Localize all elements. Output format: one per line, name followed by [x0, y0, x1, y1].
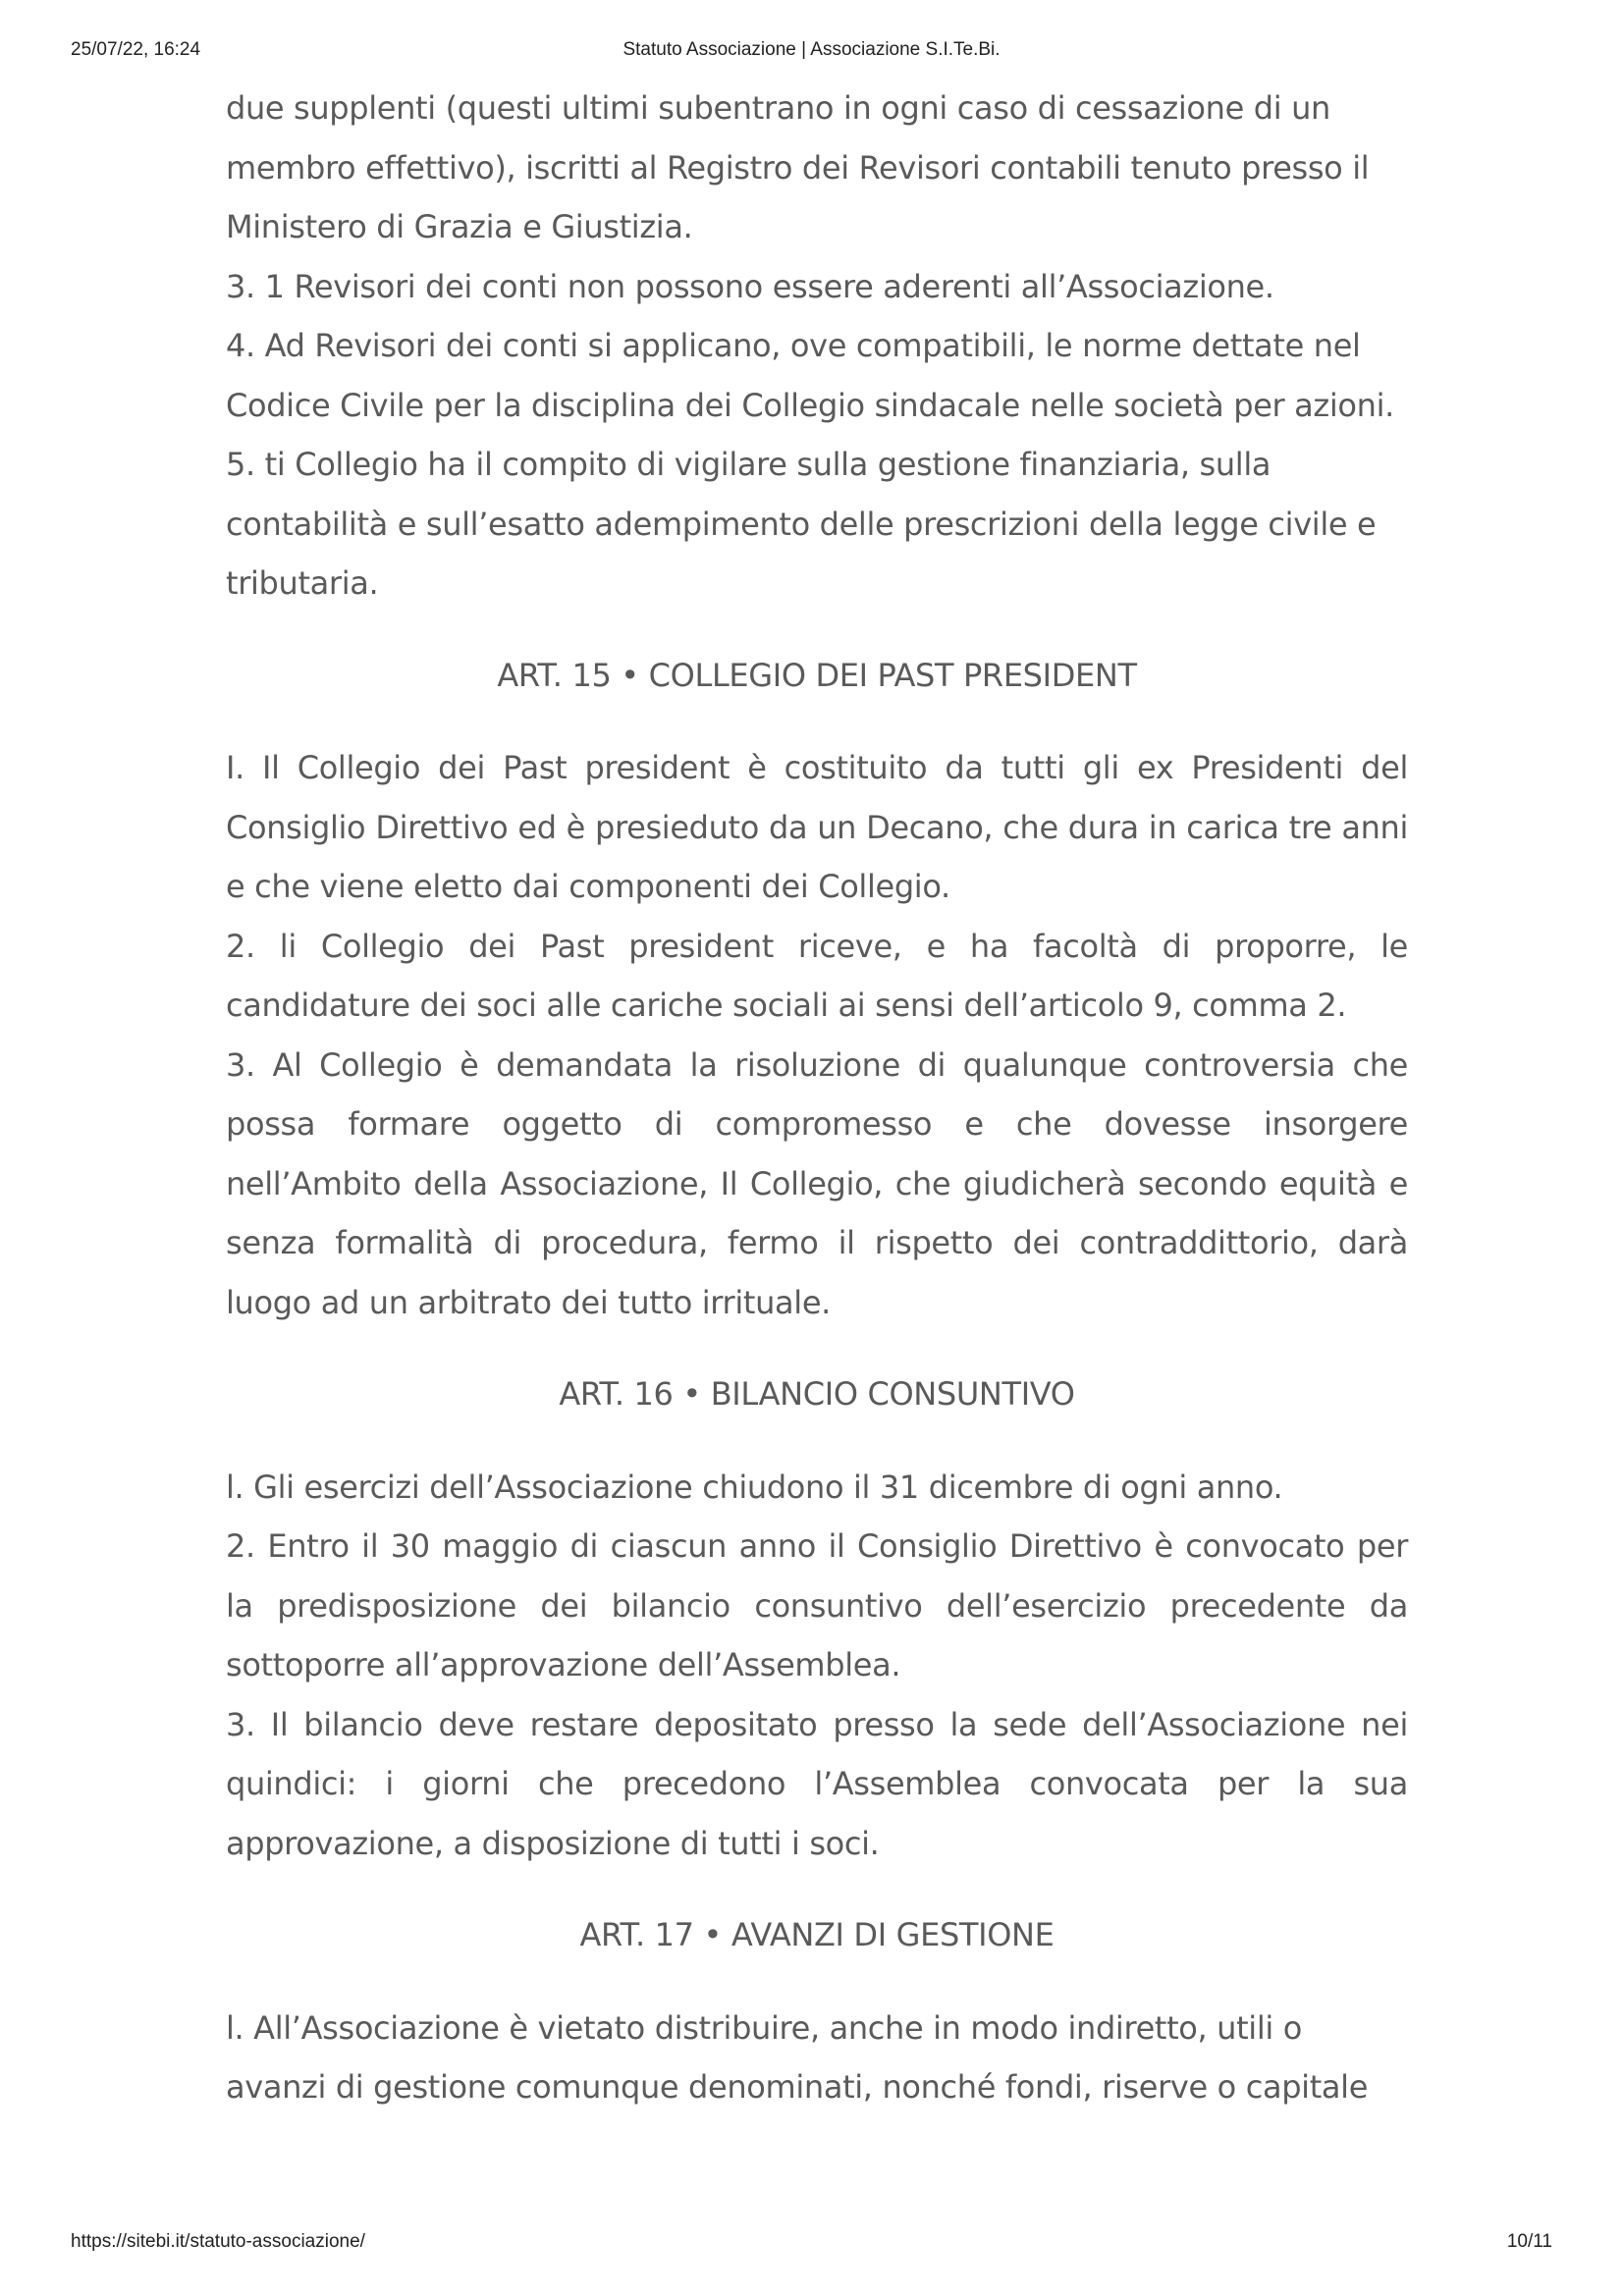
document-body [226, 79, 1408, 2117]
paragraph: due supplenti (questi ultimi subentrano in ogni caso di cessazione di un membro effettivo), iscritti al Registro dei Revisori contabili tenuto presso il Ministero di Grazia e Giustizia. [226, 89, 1370, 245]
paragraph: l. Gli esercizi dell’Associazione chiudono il 31 dicembre di ogni anno. [226, 1468, 1283, 1506]
article-heading: ART. 17 • AVANZI DI GESTIONE [579, 1916, 1055, 1953]
paragraph: 3. 1 Revisori dei conti non possono essere aderenti all’Associazione. [226, 267, 1274, 305]
paragraph: 3. Al Collegio è demandata la risoluzione di qualunque controversia che possa formare oggetto di compromesso e che dovesse insorgere nell’Ambito della Associazione, Il Collegio, che giudicherà secondo equità e senza formalità di procedura, fermo il rispetto dei contraddittorio, darà luogo ad un arbitrato dei tutto irrituale. [226, 1045, 1408, 1321]
print-page-title: Statuto Associazione | Associazione S.I.Te.Bi. [622, 39, 1001, 60]
section-art-16 [226, 1364, 1408, 1873]
paragraph: 4. Ad Revisori dei conti si applicano, ove compatibili, le norme dettate nel Codice Civile per la disciplina dei Collegio sindacale nelle società per azioni. [226, 327, 1394, 424]
article-heading: ART. 15 • COLLEGIO DEI PAST PRESIDENT [497, 656, 1137, 694]
section-art-15 [226, 646, 1408, 1333]
page-number: 10/11 [1506, 2231, 1552, 2252]
paragraph: 2. Entro il 30 maggio di ciascun anno il Consiglio Direttivo è convocato per la predisposizione dei bilancio consuntivo dell’esercizio precedente da sottoporre all’approvazione dell’Assemblea. [226, 1527, 1408, 1683]
paragraph: 2. li Collegio dei Past president riceve, e ha facoltà di proporre, le candidature dei soci alle cariche sociali ai sensi dell’articolo 9, comma 2. [226, 927, 1408, 1024]
print-datetime: 25/07/22, 16:24 [71, 39, 201, 60]
article-heading: ART. 16 • BILANCIO CONSUNTIVO [559, 1375, 1075, 1413]
section-art-14-continuation [226, 79, 1408, 614]
paragraph: 5. ti Collegio ha il compito di vigilare sulla gestione finanziaria, sulla contabilità e sull’esatto adempimento delle prescrizioni della legge civile e tributaria. [226, 446, 1377, 602]
section-art-17 [226, 1905, 1408, 2117]
print-header [71, 39, 1552, 69]
page-url[interactable]: https://sitebi.it/statuto-associazione/ [71, 2231, 365, 2252]
paragraph: I. Il Collegio dei Past president è costituito da tutti gli ex Presidenti del Consiglio Direttivo ed è presieduto da un Decano, che dura in carica tre anni e che viene eletto dai componenti dei Collegio. [226, 749, 1408, 905]
paragraph: l. All’Associazione è vietato distribuire, anche in modo indiretto, utili o avanzi di gestione comunque denominati, nonché fondi, riserve o capitale [226, 2008, 1369, 2106]
paragraph: 3. Il bilancio deve restare depositato presso la sede dell’Associazione nei quindici: i giorni che precedono l’Assemblea convocata per la sua approvazione, a disposizione di tutti i soci. [226, 1705, 1408, 1862]
print-footer [71, 2231, 1552, 2261]
